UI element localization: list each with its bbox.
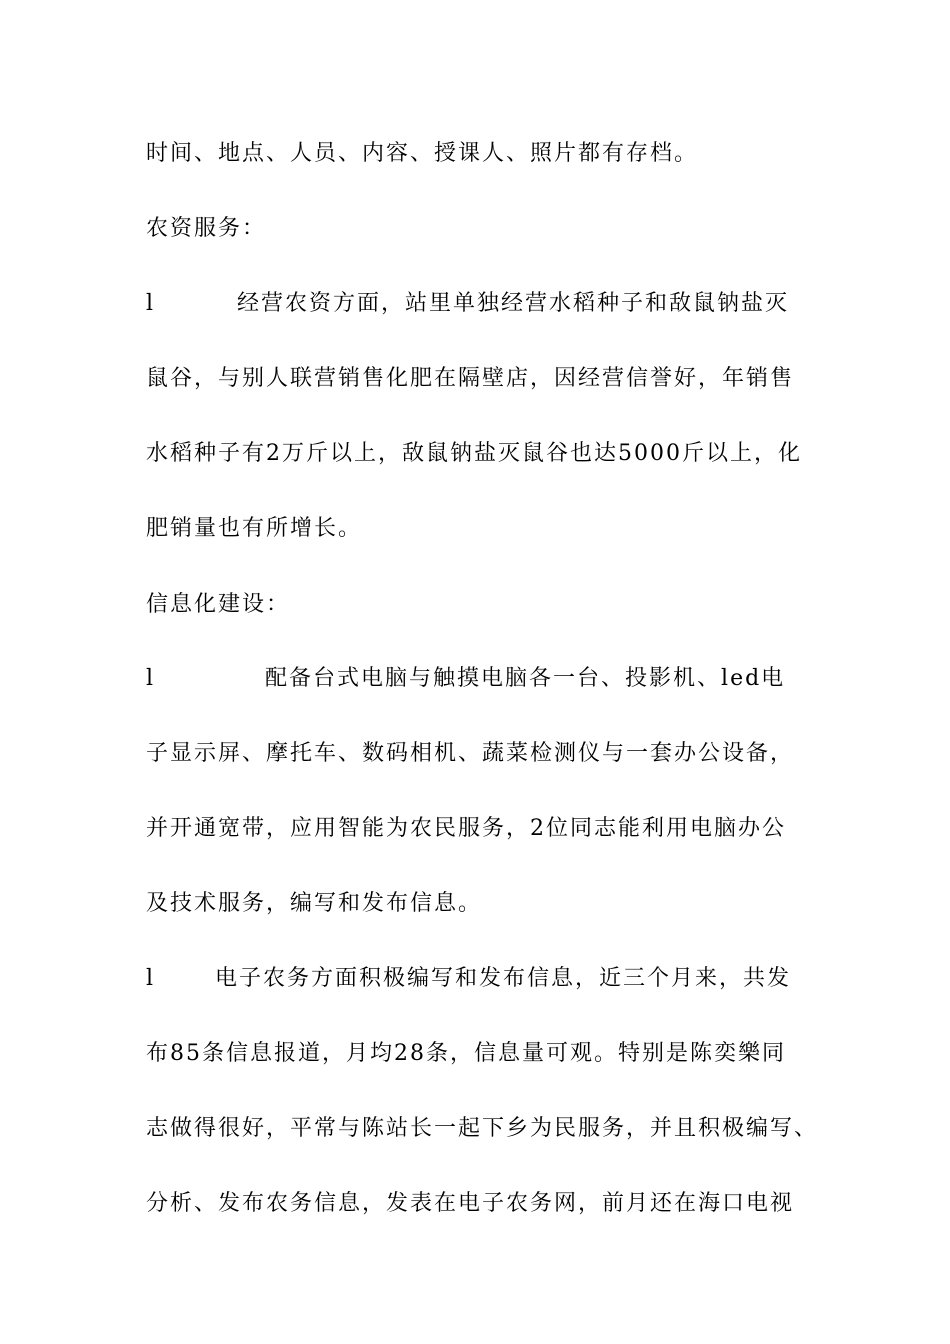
text-line: 分析、发布农务信息，发表在电子农务网，前月还在海口电视 [146,1191,795,1216]
text-line: 并开通宽带，应用智能为农民服务，2位同志能利用电脑办公 [146,816,786,841]
list-item-text: 配备台式电脑与触摸电脑各一台、投影机、led电 [265,666,786,691]
text-line: 水稻种子有2万斤以上，敌鼠钠盐灭鼠谷也达5000斤以上，化 [146,441,802,466]
section-heading-agri-supplies: 农资服务： [146,216,267,241]
text-line: 子显示屏、摩托车、数码相机、蔬菜检测仪与一套办公设备， [146,741,795,766]
list-item-text: 电子农务方面积极编写和发布信息，近三个月来，共发 [215,966,792,991]
section-heading-informatization: 信息化建设： [146,592,291,617]
list-item [146,664,785,694]
list-item-number: l [146,666,156,691]
text-line: 鼠谷，与别人联营销售化肥在隔壁店，因经营信誉好，年销售 [146,366,795,391]
text-line: 肥销量也有所增长。 [146,516,363,541]
list-item [146,289,789,319]
list-item [146,964,791,994]
list-item-number: l [146,966,156,991]
text-line: 时间、地点、人员、内容、授课人、照片都有存档。 [146,141,699,166]
text-line: 志做得很好，平常与陈站长一起下乡为民服务，并且积极编写、 [146,1116,819,1141]
list-item-number: l [146,291,156,316]
list-item-text: 经营农资方面，站里单独经营水稻种子和敌鼠钠盐灭 [237,291,790,316]
text-line: 及技术服务，编写和发布信息。 [146,891,483,916]
text-line: 布85条信息报道，月均28条，信息量可观。特别是陈奕樂同 [146,1041,786,1066]
